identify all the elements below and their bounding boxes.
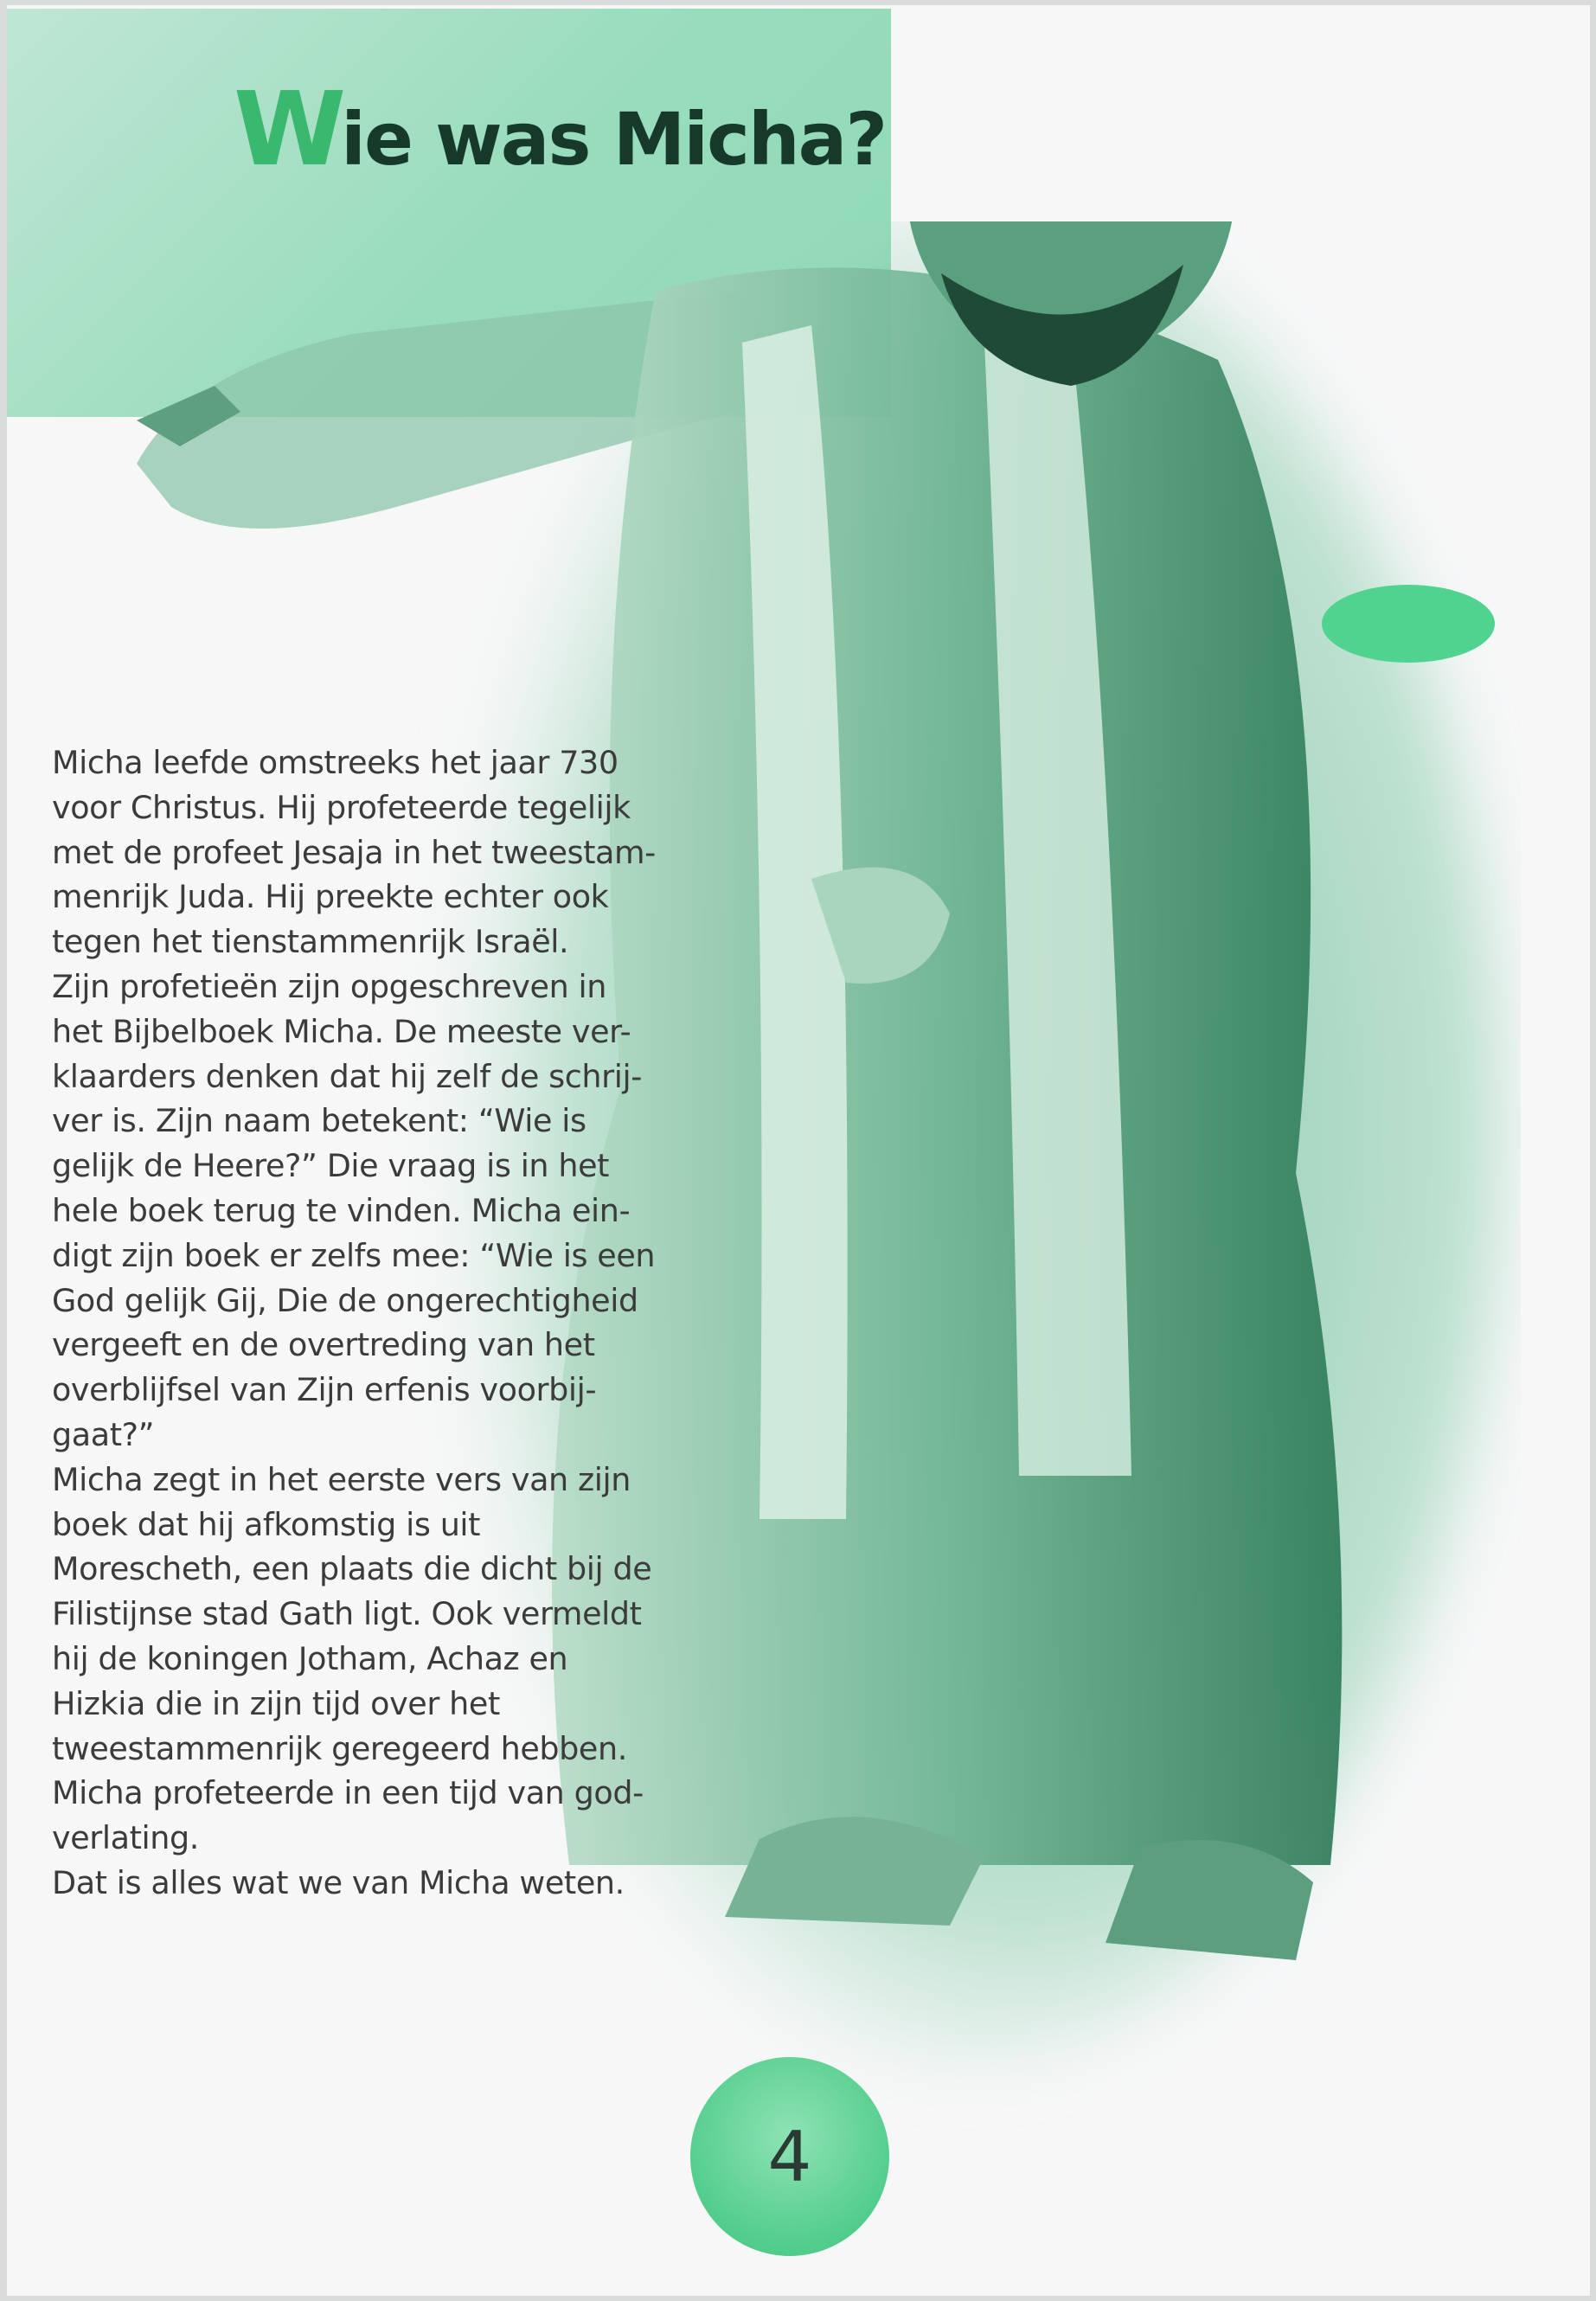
body-line: gelijk de Heere?” Die vraag is in het [52,1147,610,1185]
body-line: Micha profeteerde in een tijd van god- [52,1774,644,1812]
body-line: menrijk Juda. Hij preekte echter ook [52,878,609,916]
page [7,5,1590,2296]
title-initial: W [234,69,342,189]
body-line: vergeeft en de overtreding van het [52,1326,595,1364]
body-line: ver is. Zijn naam betekent: “Wie is [52,1102,586,1140]
body-line: het Bijbelboek Micha. De meeste ver- [52,1012,631,1050]
body-line: Hizkia die in zijn tijd over het [52,1684,500,1722]
page-title [234,69,886,189]
article-body [52,740,657,1906]
body-line: God gelijk Gij, Die de ongerechtigheid [52,1281,638,1319]
body-line: verlating. [52,1819,199,1857]
body-line: overblijfsel van Zijn erfenis voorbij- [52,1371,597,1409]
title-rest: ie was Micha? [341,97,887,182]
accent-oval [1322,585,1495,663]
body-line: tweestammenrijk geregeerd hebben. [52,1729,627,1767]
body-line: Micha leefde omstreeks het jaar 730 [52,744,619,781]
body-line: Morescheth, een plaats die dicht bij de [52,1550,652,1588]
body-line: hij de koningen Jotham, Achaz en [52,1639,568,1677]
body-line: Filistijnse stad Gath ligt. Ook vermeldt [52,1595,642,1633]
body-line: digt zijn boek er zelfs mee: “Wie is een [52,1236,656,1274]
body-line: hele boek terug te vinden. Micha ein- [52,1191,631,1229]
body-line: tegen het tienstammenrijk Israël. [52,923,569,961]
page-number-badge [690,2057,889,2256]
body-line: boek dat hij afkomstig is uit [52,1505,481,1543]
body-line: Micha zegt in het eerste vers van zijn [52,1460,631,1498]
body-line: Zijn profetieën zijn opgeschreven in [52,967,606,1005]
body-line: met de profeet Jesaja in het tweestam- [52,833,656,871]
body-line: gaat?” [52,1415,155,1453]
body-line: klaarders denken dat hij zelf de schrij- [52,1057,642,1095]
page-number: 4 [767,2116,812,2197]
body-line: Dat is alles wat we van Micha weten. [52,1863,625,1901]
body-line: voor Christus. Hij profeteerde tegelijk [52,788,631,826]
